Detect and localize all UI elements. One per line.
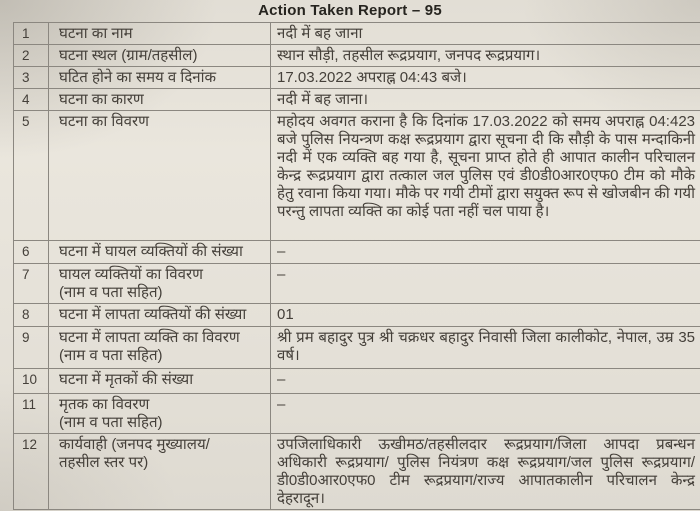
field-label-text: घटना में लापता व्यक्ति का विवरण bbox=[59, 329, 240, 346]
row-number: 6 bbox=[14, 241, 49, 263]
field-label-text: घटना में लापता व्यक्तियों की संख्या bbox=[59, 306, 247, 323]
field-label-text: घटना में घायल व्यक्तियों की संख्या bbox=[59, 243, 243, 260]
table-row bbox=[14, 434, 700, 510]
table-row bbox=[14, 264, 700, 304]
field-value: – bbox=[277, 371, 286, 388]
row-number: 2 bbox=[14, 45, 49, 66]
field-label-text: घटना का विवरण bbox=[59, 113, 149, 130]
row-number: 11 bbox=[14, 394, 49, 433]
field-label bbox=[49, 327, 271, 368]
row-number: 3 bbox=[14, 67, 49, 88]
field-value: उपजिलाधिकारी ऊखीमठ/तहसीलदार रूद्रप्रयाग/जिला आपदा प्रबन्धन अधिकारी रूद्रप्रयाग/ पुलिस नियंत्रण कक्ष रूद्रप्रयाग/जल पुलिस रूद्रप्रयाग/ डी0डी0आर0एफ0 टीम रूद्रप्रयाग/राज्य आपातकालीन परिचालन केन्द्र देहरादून। bbox=[277, 436, 695, 507]
field-label bbox=[49, 45, 271, 66]
field-label-text: घटना में मृतकों की संख्या bbox=[59, 371, 194, 388]
field-label bbox=[49, 241, 271, 263]
table-row bbox=[14, 89, 700, 111]
field-label-subtext: (नाम व पता सहित) bbox=[59, 347, 163, 364]
field-label-subtext: तहसील स्तर पर) bbox=[59, 454, 149, 471]
table-row bbox=[14, 67, 700, 89]
field-value: श्री प्रम बहादुर पुत्र श्री चक्रधर बहादुर निवासी जिला कालीकोट, नेपाल, उम्र 35 वर्ष। bbox=[277, 329, 695, 364]
field-value: स्थान सौड़ी, तहसील रूद्रप्रयाग, जनपद रूद्रप्रयाग। bbox=[277, 47, 541, 64]
table-row bbox=[14, 304, 700, 327]
field-value: नदी में बह जाना। bbox=[277, 91, 369, 108]
report-title: Action Taken Report – 95 bbox=[258, 2, 442, 19]
table-row bbox=[14, 241, 700, 264]
table-row bbox=[14, 369, 700, 394]
field-label-text: घटित होने का समय व दिनांक bbox=[59, 69, 217, 86]
field-label-text: घटना स्थल (ग्राम/तहसील) bbox=[59, 47, 198, 64]
field-label-text: मृतक का विवरण bbox=[59, 396, 150, 413]
row-number: 12 bbox=[14, 434, 49, 509]
table-row bbox=[14, 327, 700, 369]
table-row bbox=[14, 23, 700, 45]
row-number: 5 bbox=[14, 111, 49, 240]
field-label-subtext: (नाम व पता सहित) bbox=[59, 284, 163, 301]
row-number: 10 bbox=[14, 369, 49, 393]
field-label bbox=[49, 67, 271, 88]
field-label bbox=[49, 434, 271, 509]
field-label bbox=[49, 394, 271, 433]
field-label bbox=[49, 23, 271, 44]
field-label-text: कार्यवाही (जनपद मुख्यालय/ bbox=[59, 436, 210, 453]
row-number: 9 bbox=[14, 327, 49, 368]
table-row bbox=[14, 394, 700, 434]
row-number: 8 bbox=[14, 304, 49, 326]
field-label bbox=[49, 89, 271, 110]
field-label bbox=[49, 304, 271, 326]
field-value: 01 bbox=[277, 306, 294, 323]
row-number: 1 bbox=[14, 23, 49, 44]
report-table bbox=[13, 22, 700, 510]
row-number: 7 bbox=[14, 264, 49, 303]
field-label bbox=[49, 111, 271, 240]
field-value: – bbox=[277, 266, 286, 283]
table-row bbox=[14, 111, 700, 241]
field-label-text: घटना का कारण bbox=[59, 91, 144, 108]
field-value: 17.03.2022 अपराह्न 04:43 बजे। bbox=[277, 69, 467, 86]
field-label-text: घायल व्यक्तियों का विवरण bbox=[59, 266, 203, 283]
field-label-text: घटना का नाम bbox=[59, 25, 133, 42]
field-label-subtext: (नाम व पता सहित) bbox=[59, 414, 163, 431]
row-number: 4 bbox=[14, 89, 49, 110]
field-value: – bbox=[277, 396, 286, 413]
field-label bbox=[49, 264, 271, 303]
field-label bbox=[49, 369, 271, 393]
table-row bbox=[14, 45, 700, 67]
field-value: नदी में बह जाना bbox=[277, 25, 363, 42]
field-value: महोदय अवगत कराना है कि दिनांक 17.03.2022 को समय अपराह्न 04:423 बजे पुलिस नियन्त्रण कक्ष रूद्रप्रयाग द्वारा सूचना दी कि सौड़ी के पास मन्दाकिनी नदी में एक व्यक्ति बह गया है, सूचना प्राप्त होते ही आपात कालीन परिचालन केन्द्र रूद्रप्रयाग द्वारा तत्काल जल पुलिस एवं डी0डी0आर0एफ0 टीम को मौके हेतु रवाना किया गया। मौके पर गयी टीमों द्वारा सयुक्त रूप से खोजबीन की गयी परन्तु लापता व्यक्ति का कोई पता नहीं चल पाया है। bbox=[277, 113, 695, 220]
field-value: – bbox=[277, 243, 286, 260]
